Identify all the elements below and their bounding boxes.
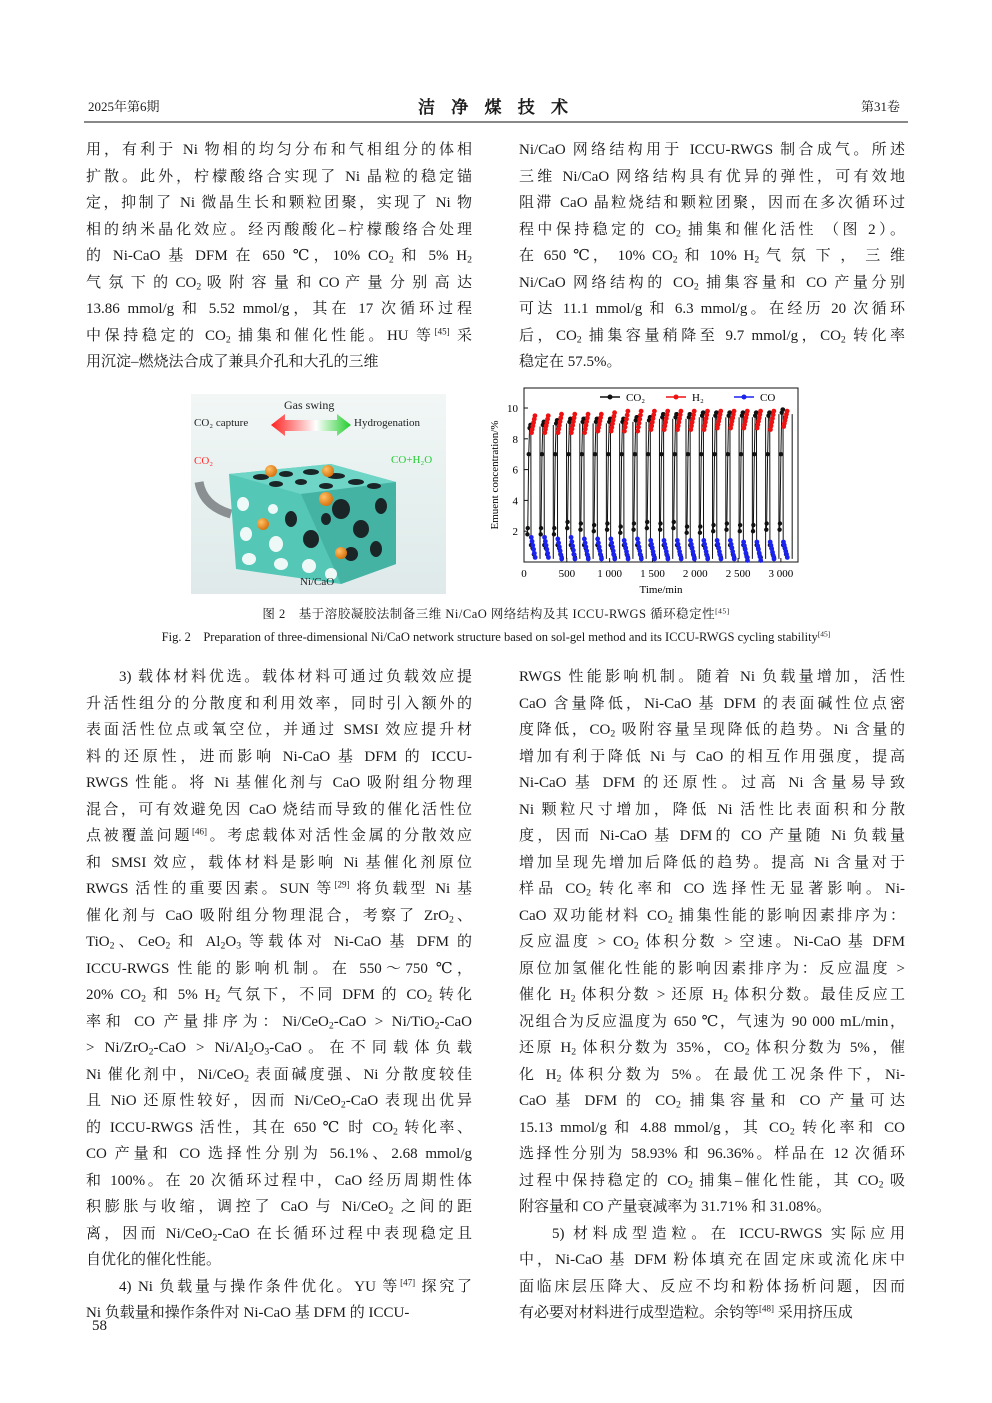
journal-title: 洁 净 煤 技 术	[418, 98, 574, 117]
bottom-right-column	[519, 664, 905, 1327]
co2-capture-label: CO₂ capture	[194, 417, 249, 429]
text-line: 自优化的催化性能。	[86, 1252, 222, 1268]
legend-label: H₂	[692, 392, 704, 404]
text-line: 的 ICCU-RWGS 活性，其在 650 ℃ 时 $CO_2$ 转化率、	[86, 1119, 472, 1137]
text-line: RWGS 活性的重要因素。SUN 等[29] 将负载型 Ni 基	[86, 879, 472, 897]
text-line: 催化剂与 CaO 吸附组分物理混合，考察了 ZrO$_2$、	[86, 907, 472, 925]
x-tick-label: 1 000	[597, 568, 622, 580]
y-tick-label: 4	[512, 495, 518, 508]
text-line: Ni/CaO 网络结构的 $CO_2$ 捕集容量和 CO 产量分别	[519, 274, 905, 292]
x-tick-label: 2 000	[682, 568, 708, 580]
x-tick-label: 1 500	[640, 568, 665, 580]
arrow-right-icon	[316, 414, 351, 436]
text-line: 还原 $H_2$ 体积分数为 35%，$CO_2$ 体积分数为 5%，催	[519, 1040, 905, 1058]
text-line: 相的纳米晶化效应。经丙酸酸化–柠檬酸络合处理	[86, 221, 472, 238]
y-tick-label: 8	[512, 433, 518, 446]
text-line: CaO 含量降低，Ni-CaO 基 DFM 的表面碱性位点密	[519, 695, 905, 712]
arrow-left-icon	[271, 414, 316, 436]
figure-schematic	[191, 394, 446, 594]
text-line: RWGS 性能。将 Ni 基催化剂与 CaO 吸附组分物理	[86, 775, 472, 791]
text-line: 度降低，$CO_2$ 吸附容量呈现降低的趋势。Ni 含量的	[519, 722, 905, 740]
text-line: 离，因而 Ni/CeO$_2$-CaO 在长循环过程中表现稳定且	[86, 1225, 472, 1243]
text-line: 料的还原性，进而影响 Ni-CaO 基 DFM 的 ICCU-	[86, 748, 472, 765]
text-line: 增加有利于降低 Ni 与 CaO 的相互作用强度，提高	[519, 748, 905, 765]
x-tick-label: 500	[558, 568, 576, 580]
text-line: 原位加氢催化性能的影响因素排序为：反应温度 >	[519, 960, 905, 977]
text-line: 15.13 mmol/g 和 4.88 mmol/g，其 $CO_2$ 转化率和 CO	[519, 1119, 905, 1137]
text-line: CaO 基 DFM 的 $CO_2$ 捕集容量和 CO 产量可达	[519, 1093, 905, 1111]
text-line: 在 650 ℃， 10% $CO_2$ 和 10% $H_2$ 气 氛 下 ， 三 维	[519, 248, 905, 266]
text-line: 13.86 mmol/g 和 5.52 mmol/g，其在 17 次循环过程	[86, 301, 472, 317]
text-line: Ni 催化剂中，Ni/CeO$_2$ 表面碱度强、Ni 分散度较佳	[86, 1066, 472, 1084]
gas-swing-label: Gas swing	[284, 398, 335, 412]
issue-label: 2025年第6期	[88, 99, 160, 114]
legend-label: CO	[760, 392, 776, 404]
text-line: 选择性分别为 58.93% 和 96.36%。样品在 12 次循环	[519, 1146, 905, 1162]
text-line: 有必要对材料进行成型造粒。余钧等[48] 采用挤压成	[519, 1303, 853, 1321]
text-line: CO 产量和 CO 选择性分别为 56.1%、2.68 mmol/g	[86, 1146, 472, 1162]
text-line: 点被覆盖问题[46]。考虑载体对活性金属的分散效应	[86, 826, 472, 844]
figure-caption-cn: 图 2 基于溶胶凝胶法制备三维 Ni/CaO 网络结构及其 ICCU-RWGS 循环稳定性[45]	[262, 606, 730, 621]
text-line: 后，$CO_2$ 捕集容量稍降至 9.7 mmol/g，$CO_2$ 转化率	[519, 327, 905, 345]
text-line: 中，Ni-CaO 基 DFM 粉体填充在固定床或流化床中	[519, 1252, 905, 1268]
text-line: 20% $CO_2$ 和 5% $H_2$ 气氛下，不同 DFM 的 $CO_2$ 转化	[86, 987, 472, 1005]
text-line: 混合，可有效避免因 CaO 烧结而导致的催化活性位	[86, 801, 472, 818]
text-line: 程中保持稳定的 $CO_2$ 捕集和催化活性 （图 2）。	[519, 221, 905, 239]
text-line: 且 NiO 还原性较好，因而 Ni/CeO$_2$-CaO 表现出优异	[86, 1093, 472, 1111]
cycling-line-chart	[486, 382, 808, 600]
text-line: 4) Ni 负载量与操作条件优化。YU 等[47] 探究了	[119, 1277, 472, 1295]
text-line: 升活性组分的分散度和利用效率，同时引入额外的	[86, 695, 472, 712]
text-line: 过程中保持稳定的 $CO_2$ 捕集–催化性能，其 $CO_2$ 吸	[519, 1172, 905, 1190]
text-line: 5) 材料成型造粒。在 ICCU-RWGS 实际应用	[552, 1225, 905, 1242]
legend-label: CO₂	[626, 392, 646, 404]
text-line: 的 Ni-CaO 基 DFM 在 650 ℃，10% $CO_2$ 和 5% $H_2$	[86, 248, 472, 266]
text-line: 阻滞 CaO 晶粒烧结和颗粒团聚，因而在多次循环过	[519, 195, 905, 211]
text-line: TiO$_2$、CeO$_2$ 和 $Al_2O_3$ 等载体对 Ni-CaO 基 DFM 的	[86, 934, 472, 952]
x-tick-label: 0	[521, 568, 527, 580]
text-line: 和 SMSI 效应，载体材料是影响 Ni 基催化剂原位	[86, 854, 472, 871]
y-tick-label: 6	[512, 464, 518, 477]
text-line: 催化 $H_2$ 体积分数 > 还原 $H_2$ 体积分数。最佳反应工	[519, 987, 905, 1005]
hydrogenation-label: Hydrogenation	[354, 417, 420, 429]
text-line: 面临床层压降大、反应不均和粉体扬析问题，因而	[519, 1278, 905, 1295]
x-axis-label: Time/min	[639, 584, 683, 596]
text-line: 可达 11.1 mmol/g 和 6.3 mmol/g。在经历 20 次循环	[519, 301, 905, 317]
text-line: 附容量和 CO 产量衰减率为 31.71% 和 31.08%。	[519, 1199, 832, 1215]
text-line: 增加呈现先增加后降低的趋势。提高 Ni 含量对于	[519, 854, 905, 871]
text-line: 化 $H_2$ 体积分数为 5%。在最优工况条件下，Ni-	[519, 1066, 905, 1084]
top-left-column	[86, 137, 472, 376]
text-line: 用沉淀–燃烧法合成了兼具介孔和大孔的三维	[86, 354, 379, 370]
text-line: Ni 颗粒尺寸增加，降低 Ni 活性比表面积和分散	[519, 801, 905, 818]
text-line: 率和 CO 产量排序为：Ni/CeO$_2$-CaO > Ni/TiO$_2$-CaO	[86, 1013, 472, 1031]
co2-input-label: CO₂	[194, 455, 214, 467]
figure-caption-en: Fig. 2 Preparation of three-dimensional Ni/CaO network structure based on sol-gel method and its ICCU-RWGS cycling stability[45]	[161, 629, 831, 644]
text-line: 积膨胀与收缩，调控了 CaO 与 Ni/CeO$_2$ 之间的距	[86, 1199, 472, 1217]
text-line: 反应温度 > $CO_2$ 体积分数 > 空速。Ni-CaO 基 DFM	[519, 934, 905, 952]
text-line: 度，因而 Ni-CaO 基 DFM的 CO 产量随 Ni 负载量	[519, 828, 905, 844]
text-line: ICCU-RWGS 性能的影响机制。在 550～750 ℃，	[86, 960, 472, 977]
text-line: 气 氛 下 的 $CO_2$ 吸 附 容 量 和 CO 产 量 分 别 高 达	[86, 274, 472, 292]
x-tick-label: 2 500	[725, 568, 751, 580]
text-line: 和 100%。在 20 次循环过程中，CaO 经历周期性体	[86, 1172, 472, 1189]
text-line: 样品 $CO_2$ 转化率和 CO 选择性无显著影响。Ni-	[519, 881, 905, 899]
y-tick-label: 2	[512, 526, 518, 539]
text-line: RWGS 性能影响机制。随着 Ni 负载量增加，活性	[519, 669, 905, 685]
ni-cao-label: Ni/CaO	[300, 576, 335, 588]
text-line: CaO 双功能材料 $CO_2$ 捕集性能的影响因素排序为：	[519, 907, 905, 925]
text-line: 三维 Ni/CaO 网络结构具有优异的弹性，可有效地	[519, 168, 905, 185]
text-line: 定，抑制了 Ni 微晶生长和颗粒团聚，实现了 Ni 物	[86, 195, 472, 211]
text-line: 况组合为反应温度为 650 ℃，气速为 90 000 mL/min，	[519, 1013, 905, 1030]
text-line: Ni-CaO 基 DFM 的还原性。过高 Ni 含量易导致	[519, 775, 905, 791]
volume-label: 第31卷	[860, 99, 900, 114]
text-line: Ni 负载量和操作条件对 Ni-CaO 基 DFM 的 ICCU-	[86, 1305, 410, 1321]
text-line: 用，有利于 Ni 物相的均匀分布和气相组分的体相	[86, 142, 472, 158]
top-right-column	[519, 137, 905, 376]
text-line: 扩散。此外，柠檬酸络合实现了 Ni 晶粒的稳定锚	[86, 168, 472, 185]
co-h2o-output-label: CO+H₂O	[391, 454, 433, 466]
y-tick-label: 10	[507, 403, 518, 416]
bottom-left-column	[86, 664, 472, 1327]
text-line: > $Ni/ZrO_2-CaO > Ni/Al_2O_3$-CaO。在不同载体负载	[86, 1040, 472, 1058]
y-axis-label: Emuent concentration/%	[489, 420, 501, 530]
x-tick-label: 3 000	[768, 568, 794, 580]
page-number: 58	[92, 1318, 107, 1334]
text-line: 表面活性位点或氧空位，并通过 SMSI 效应提升材	[86, 722, 472, 738]
text-line: 3) 载体材料优选。载体材料可通过负载效应提	[119, 669, 472, 685]
text-line: 稳定在 57.5%。	[519, 354, 622, 370]
text-line: 中保持稳定的 $CO_2$ 捕集和催化性能。HU 等[45] 采	[86, 326, 472, 345]
effluent-concentration-chart	[486, 382, 808, 600]
text-line: Ni/CaO 网络结构用于 ICCU-RWGS 制合成气。所述	[519, 142, 905, 158]
header-rule	[84, 121, 908, 123]
